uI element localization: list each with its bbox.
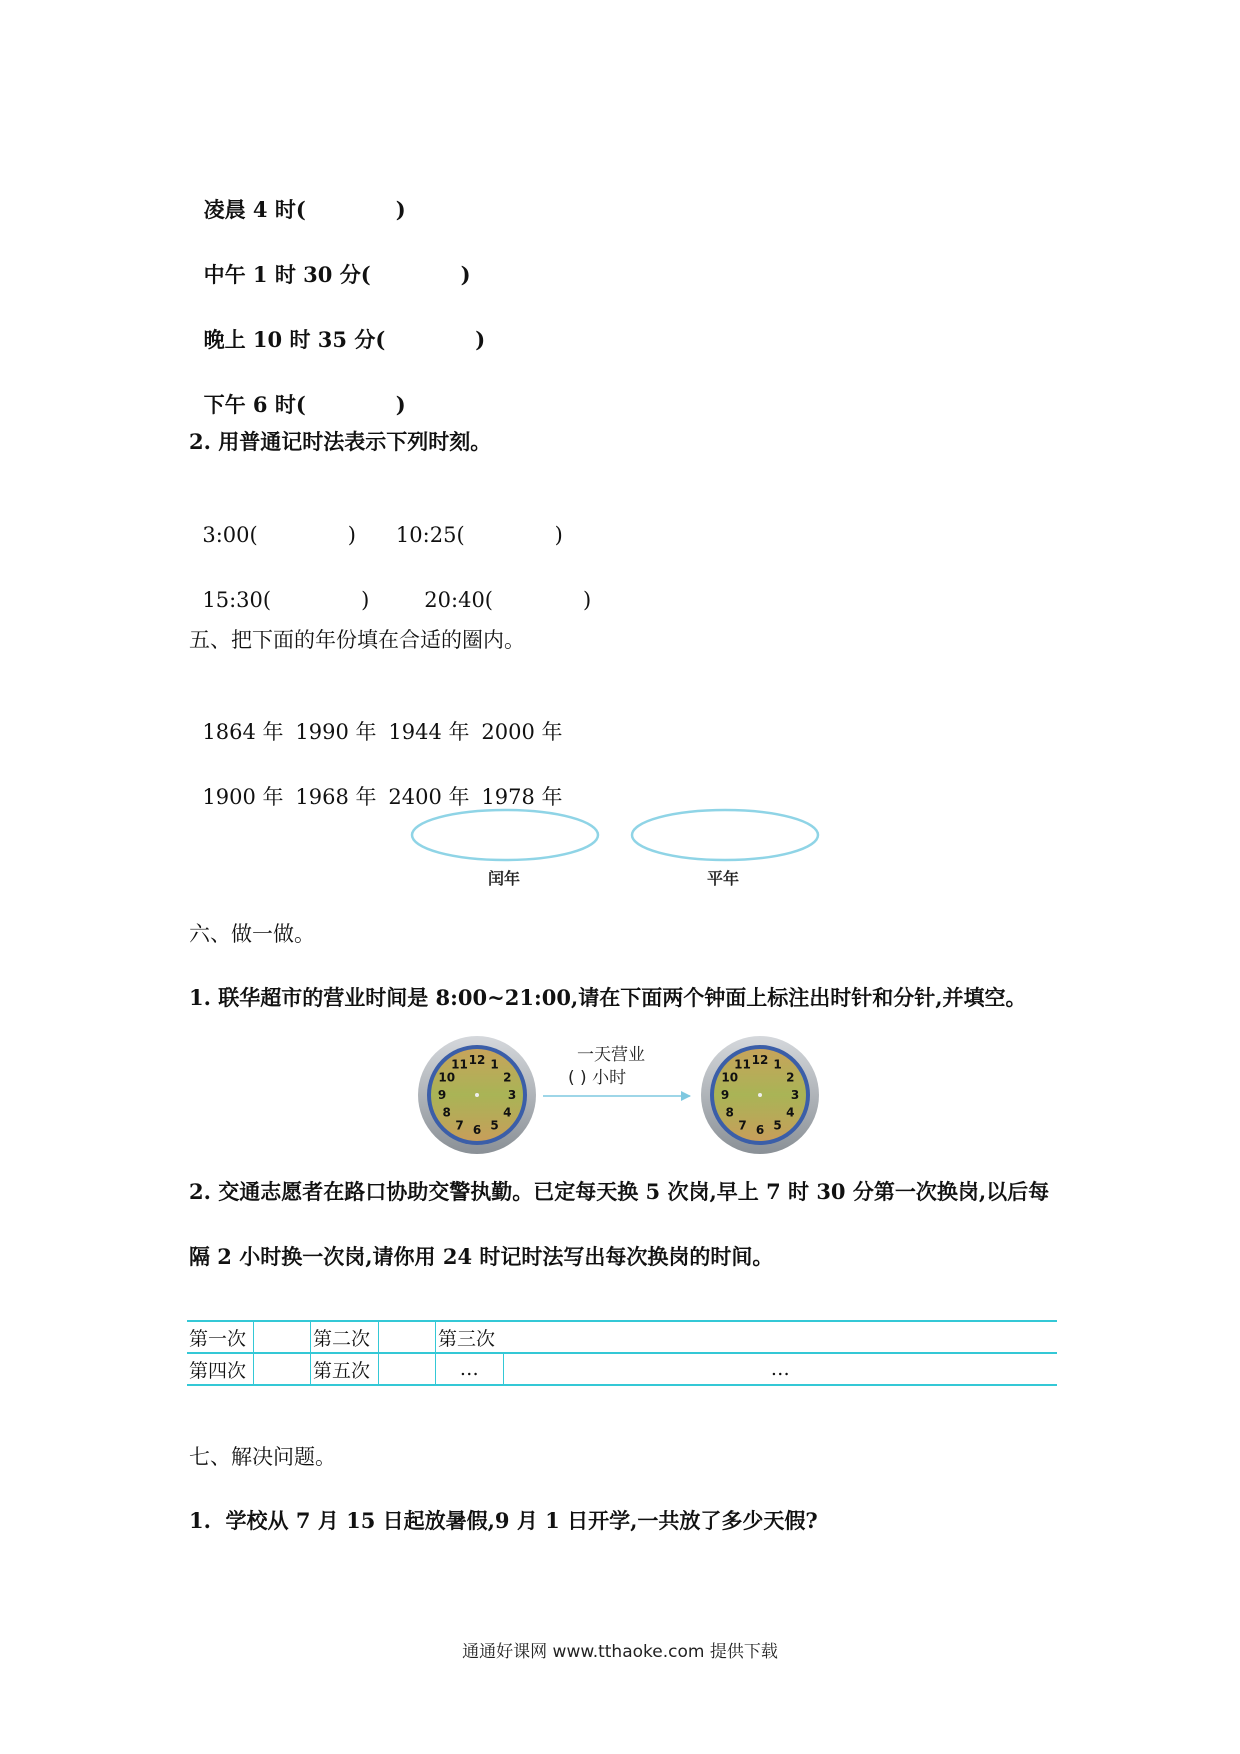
clock-numeral: 1 xyxy=(490,1057,499,1072)
clock-numeral: 6 xyxy=(755,1123,765,1137)
item-evening xyxy=(189,298,485,354)
paren-close: ) xyxy=(554,523,563,547)
item-afternoon xyxy=(189,363,406,419)
table-cell: 第四次 xyxy=(187,1353,254,1385)
year-item: 1944 年 xyxy=(388,720,470,744)
year-ellipses xyxy=(410,805,830,875)
question-2-title: 2. 用普通记时法表示下列时刻。 xyxy=(189,429,492,454)
clock-numeral: 12 xyxy=(751,1053,769,1067)
table-cell: … xyxy=(503,1353,1057,1385)
years-row-2 xyxy=(189,755,574,811)
question-7-1: 1. 学校从 7 月 15 日起放暑假,9 月 1 日开学,一共放了多少天假? xyxy=(189,1508,818,1533)
year-item: 1900 年 xyxy=(202,785,284,809)
item-text: 凌晨 4 时( xyxy=(203,197,306,222)
year-item: 1968 年 xyxy=(295,785,377,809)
clock-numeral: 5 xyxy=(773,1118,782,1133)
year-item: 2400 年 xyxy=(388,785,470,809)
clock-numeral: 9 xyxy=(720,1088,730,1102)
item-noon xyxy=(189,233,471,289)
time-item: 15:30( xyxy=(202,588,272,612)
year-item: 2000 年 xyxy=(481,720,563,744)
year-item: 1864 年 xyxy=(202,720,284,744)
time-item: 20:40( xyxy=(424,588,493,612)
leap-year-label: 闰年 xyxy=(488,869,521,888)
answer-cell[interactable] xyxy=(254,1321,311,1353)
table-cell: 第三次 xyxy=(436,1321,504,1353)
section-5-heading: 五、把下面的年份填在合适的圈内。 xyxy=(189,628,525,652)
clock-left xyxy=(418,1036,536,1154)
clock-numeral: 2 xyxy=(786,1070,795,1085)
paren-close: ) xyxy=(361,588,370,612)
paren-close: ) xyxy=(395,197,406,222)
paren-close: ) xyxy=(347,523,356,547)
time-item: 3:00( xyxy=(202,523,258,547)
common-year-ellipse xyxy=(632,810,818,860)
answer-cell[interactable] xyxy=(379,1353,436,1385)
table-cell: 第二次 xyxy=(311,1321,379,1353)
item-text: 中午 1 时 30 分( xyxy=(203,262,371,287)
clock-numeral: 10 xyxy=(438,1070,456,1085)
clock-numeral: 4 xyxy=(786,1105,795,1120)
clock-numeral: 6 xyxy=(472,1123,482,1137)
section-6-heading: 六、做一做。 xyxy=(189,922,315,946)
clock-numeral: 7 xyxy=(738,1118,747,1133)
clock-right xyxy=(701,1036,819,1154)
clock-numeral: 3 xyxy=(790,1088,800,1102)
answer-cell[interactable] xyxy=(254,1353,311,1385)
clock-numeral: 5 xyxy=(490,1118,499,1133)
shift-table xyxy=(187,1320,1057,1386)
q2-row-1 xyxy=(189,493,563,549)
clock-numeral: 12 xyxy=(468,1053,486,1067)
clock-numeral: 4 xyxy=(503,1105,512,1120)
year-item: 1978 年 xyxy=(481,785,563,809)
clock-numeral: 9 xyxy=(437,1088,447,1102)
paren-close: ) xyxy=(395,392,406,417)
year-item: 1990 年 xyxy=(295,720,377,744)
clock-numeral: 7 xyxy=(455,1118,464,1133)
paren-close: ) xyxy=(583,588,592,612)
clock-numeral: 2 xyxy=(503,1070,512,1085)
item-text: 晚上 10 时 35 分( xyxy=(203,327,386,352)
question-6-1: 1. 联华超市的营业时间是 8:00~21:00,请在下面两个钟面上标注出时针和分针,并填空。 xyxy=(189,985,1027,1010)
time-item: 10:25( xyxy=(395,523,465,547)
question-6-2-line1: 2. 交通志愿者在路口协助交警执勤。已定每天换 5 次岗,早上 7 时 30 分第一次换岗,以后每 xyxy=(189,1179,1050,1204)
answer-cell[interactable] xyxy=(379,1321,436,1353)
item-dawn xyxy=(189,168,406,224)
clock-numeral: 8 xyxy=(725,1105,734,1120)
table-cell: … xyxy=(436,1353,504,1385)
footer-source: 通通好课网 www.tthaoke.com 提供下载 xyxy=(462,1642,778,1662)
arrow-label-top: 一天营业 xyxy=(577,1045,645,1065)
clock-numeral: 11 xyxy=(734,1057,751,1072)
table-row xyxy=(187,1321,1057,1353)
section-7-heading: 七、解决问题。 xyxy=(189,1445,336,1469)
clock-numeral: 10 xyxy=(721,1070,739,1085)
years-row-1 xyxy=(189,690,574,746)
answer-cell[interactable] xyxy=(503,1321,1057,1353)
arrow xyxy=(543,1091,691,1101)
arrow-label-bottom: ( ) 小时 xyxy=(568,1068,627,1088)
clock-numeral: 3 xyxy=(507,1088,517,1102)
common-year-label: 平年 xyxy=(707,869,740,888)
paren-close: ) xyxy=(475,327,486,352)
table-cell: 第五次 xyxy=(311,1353,379,1385)
item-text: 下午 6 时( xyxy=(203,392,306,417)
leap-year-ellipse xyxy=(412,810,598,860)
q2-row-2 xyxy=(189,558,591,614)
paren-close: ) xyxy=(460,262,471,287)
clock-numeral: 11 xyxy=(451,1057,468,1072)
clock-numeral: 8 xyxy=(442,1105,451,1120)
table-cell: 第一次 xyxy=(187,1321,254,1353)
question-6-2-line2: 隔 2 小时换一次岗,请你用 24 时记时法写出每次换岗的时间。 xyxy=(189,1244,774,1269)
table-row xyxy=(187,1353,1057,1385)
clock-numeral: 1 xyxy=(773,1057,782,1072)
